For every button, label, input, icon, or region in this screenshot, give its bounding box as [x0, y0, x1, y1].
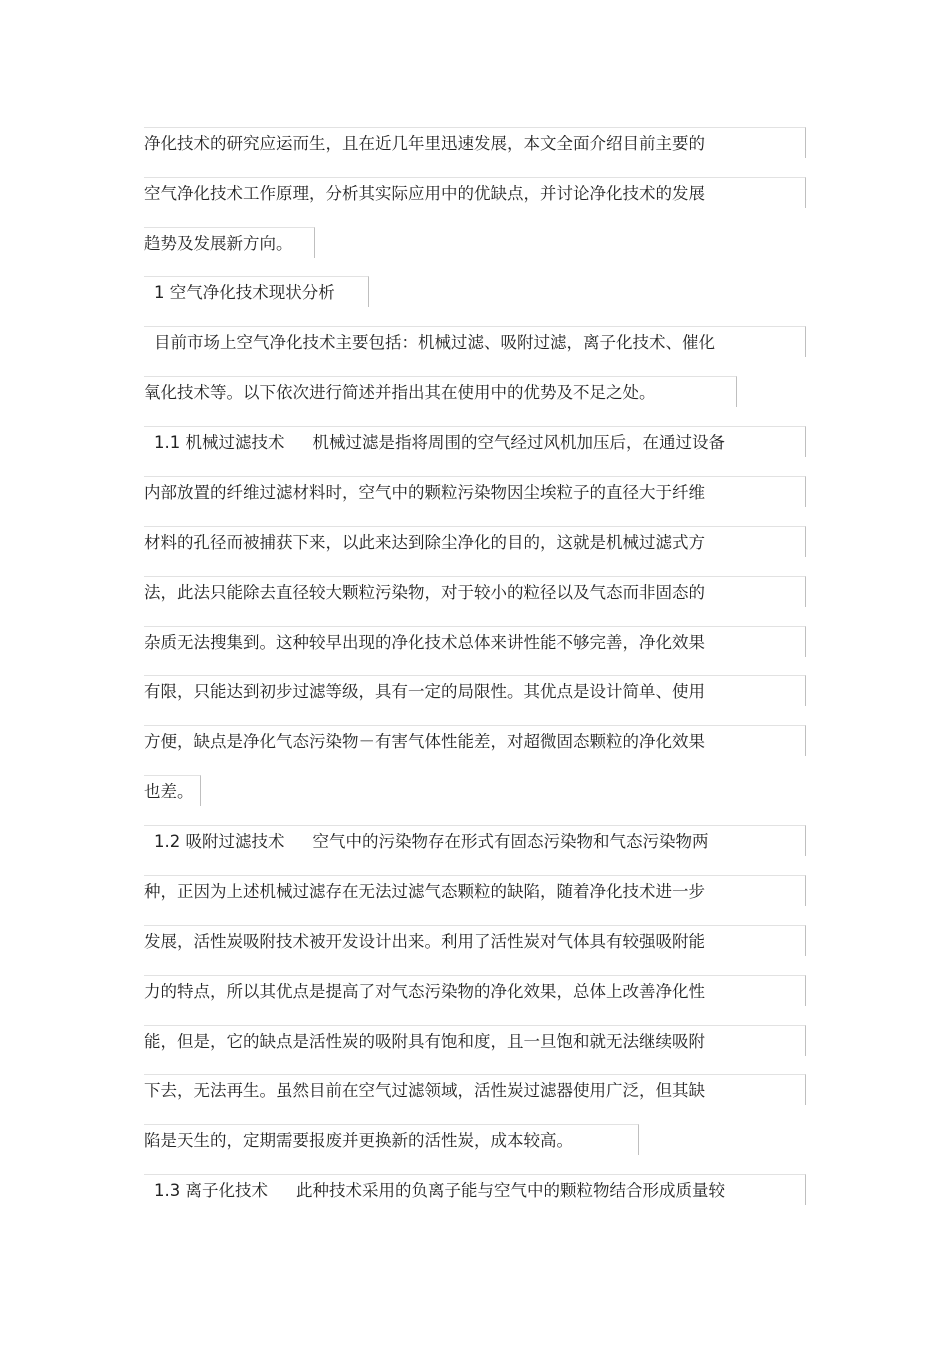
text-line: 空气净化技术工作原理，分析其实际应用中的优缺点，并讨论净化技术的发展 — [144, 177, 806, 208]
section-heading: 1 空气净化技术现状分析 — [144, 276, 369, 307]
text-line: 能，但是，它的缺点是活性炭的吸附具有饱和度，且一旦饱和就无法继续吸附 — [144, 1025, 806, 1056]
paragraph-start: 空气中的污染物存在形式有固态污染物和气态污染物两 — [312, 832, 709, 851]
text-line: 下去，无法再生。虽然目前在空气过滤领域，活性炭过滤器使用广泛，但其缺 — [144, 1074, 806, 1105]
paragraph-start: 机械过滤是指将周围的空气经过风机加压后，在通过设备 — [312, 433, 725, 452]
subsection-line — [144, 426, 806, 457]
text-line: 氧化技术等。以下依次进行简述并指出其在使用中的优势及不足之处。 — [144, 376, 737, 407]
subsection-heading: 1.2 吸附过滤技术 — [154, 832, 285, 851]
paragraph-start: 此种技术采用的负离子能与空气中的颗粒物结合形成质量较 — [296, 1181, 725, 1200]
text-line: 方便，缺点是净化气态污染物－有害气体性能差，对超微固态颗粒的净化效果 — [144, 725, 806, 756]
text-line: 法，此法只能除去直径较大颗粒污染物，对于较小的粒径以及气态而非固态的 — [144, 576, 806, 607]
subsection-line — [144, 825, 806, 856]
text-line: 有限，只能达到初步过滤等级，具有一定的局限性。其优点是设计简单、使用 — [144, 675, 806, 706]
text-line: 也差。 — [144, 775, 201, 806]
text-line: 发展，活性炭吸附技术被开发设计出来。利用了活性炭对气体具有较强吸附能 — [144, 925, 806, 956]
text-line: 内部放置的纤维过滤材料时，空气中的颗粒污染物因尘埃粒子的直径大于纤维 — [144, 476, 806, 507]
text-line: 目前市场上空气净化技术主要包括：机械过滤、吸附过滤，离子化技术、催化 — [144, 326, 806, 357]
subsection-heading: 1.3 离子化技术 — [154, 1181, 268, 1200]
text-line: 杂质无法搜集到。这种较早出现的净化技术总体来讲性能不够完善，净化效果 — [144, 626, 806, 657]
text-line: 趋势及发展新方向。 — [144, 227, 315, 258]
text-line: 力的特点，所以其优点是提高了对气态污染物的净化效果，总体上改善净化性 — [144, 975, 806, 1006]
text-line: 净化技术的研究应运而生，且在近几年里迅速发展，本文全面介绍目前主要的 — [144, 127, 806, 158]
subsection-line — [144, 1174, 806, 1205]
text-line: 陷是天生的，定期需要报废并更换新的活性炭，成本较高。 — [144, 1124, 639, 1155]
subsection-heading: 1.1 机械过滤技术 — [154, 433, 285, 452]
text-line: 材料的孔径而被捕获下来，以此来达到除尘净化的目的，这就是机械过滤式方 — [144, 526, 806, 557]
text-line: 种，正因为上述机械过滤存在无法过滤气态颗粒的缺陷，随着净化技术进一步 — [144, 875, 806, 906]
